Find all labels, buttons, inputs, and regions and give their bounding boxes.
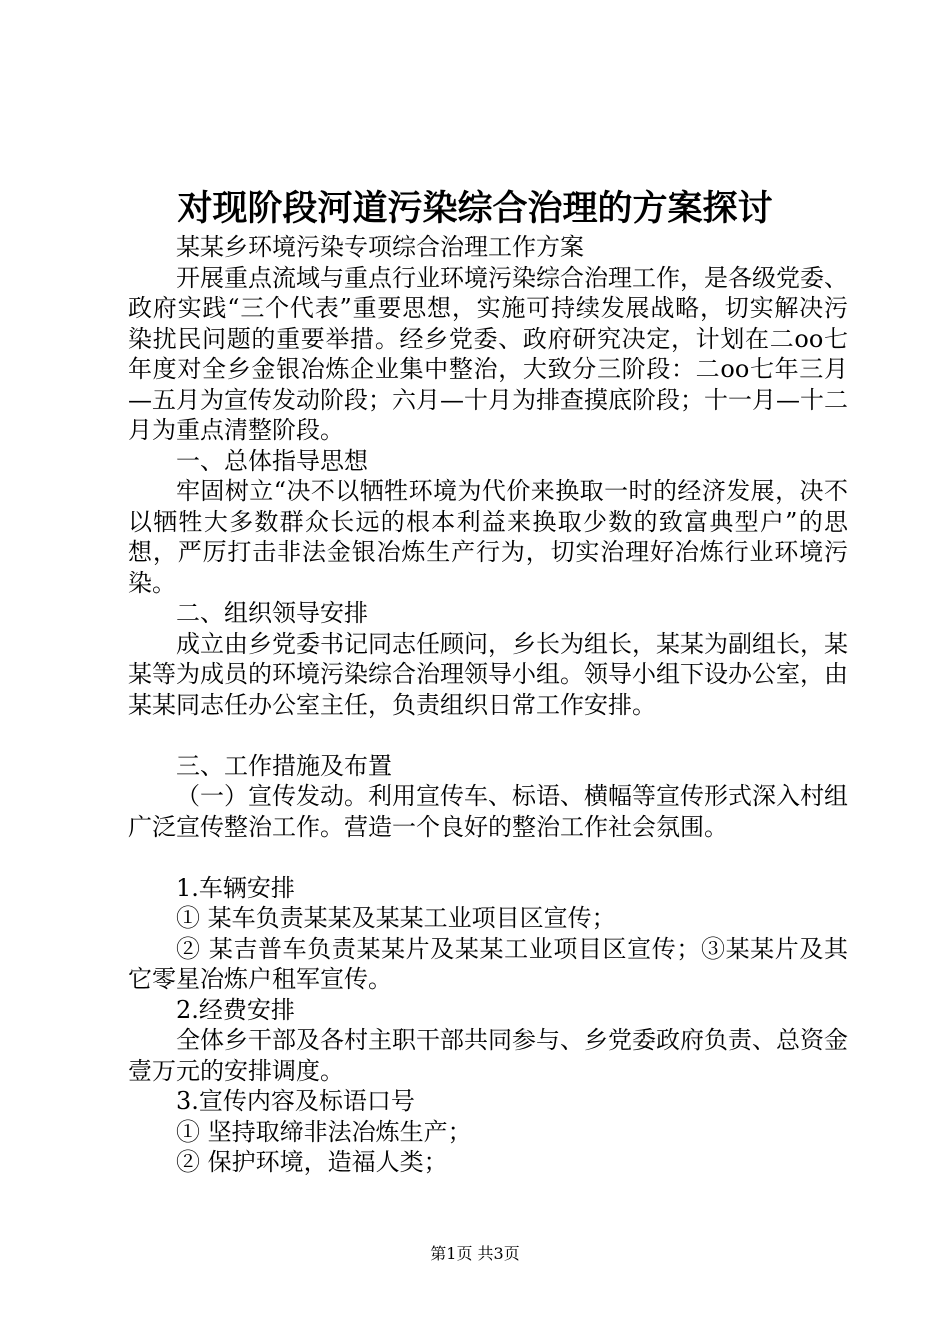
paragraph-leadership: 成立由乡党委书记同志任顾问，乡长为组长，某某为副组长，某某等为成员的环境污染综合治理领导小组。领导小组下设办公室，由某某同志任办公室主任，负责组织日常工作安排。 <box>128 629 848 719</box>
paragraph-funding: 全体乡干部及各村主职干部共同参与、乡党委政府负责、总资金壹万元的安排调度。 <box>128 1026 848 1085</box>
list-item-vehicle-2: ② 某吉普车负责某某片及某某工业项目区宣传；③某某片及其它零星冶炼户租军宣传。 <box>128 934 848 993</box>
list-item-slogan-1: ① 坚持取缔非法冶炼生产； <box>176 1117 472 1146</box>
section-heading-3: 三、工作措施及布置 <box>176 751 392 780</box>
document-body <box>128 232 848 1178</box>
document-title: 对现阶段河道污染综合治理的方案探讨 <box>177 188 773 229</box>
section-heading-1: 一、总体指导思想 <box>176 446 368 475</box>
subheading-slogans: 3.宣传内容及标语口号 <box>176 1087 415 1115</box>
paragraph-intro: 开展重点流域与重点行业环境污染综合治理工作，是各级党委、政府实践“三个代表”重要思想，实施可持续发展战略，切实解决污染扰民问题的重要举措。经乡党委、政府研究决定，计划在二oo七年度对全乡金银冶炼企业集中整治，大致分三阶段：二oo七年三月—五月为宣传发动阶段；六月—十月为排查摸底阶段；十一月—十二月为重点清整阶段。 <box>128 263 848 444</box>
page-footer: 第1页 共3页 <box>430 1244 520 1263</box>
list-item-slogan-2: ② 保护环境，造福人类； <box>176 1148 448 1176</box>
paragraph-guiding-thought: 牢固树立“决不以牺牲环境为代价来换取一时的经济发展，决不以牺牲大多数群众长远的根本利益来换取少数的致富典型户”的思想，严厉打击非法金银冶炼生产行为，切实治理好冶炼行业环境污染。 <box>128 477 848 597</box>
subheading-vehicles: 1.车辆安排 <box>176 873 295 902</box>
subheading-funding: 2.经费安排 <box>176 995 295 1024</box>
paragraph-publicity: （一）宣传发动。利用宣传车、标语、横幅等宣传形式深入村组广泛宣传整治工作。营造一个良好的整治工作社会氛围。 <box>128 782 848 841</box>
list-item-vehicle-1: ① 某车负责某某及某某工业项目区宣传； <box>176 904 616 932</box>
section-heading-2: 二、组织领导安排 <box>176 599 368 627</box>
document-subtitle: 某某乡环境污染专项综合治理工作方案 <box>176 233 584 261</box>
